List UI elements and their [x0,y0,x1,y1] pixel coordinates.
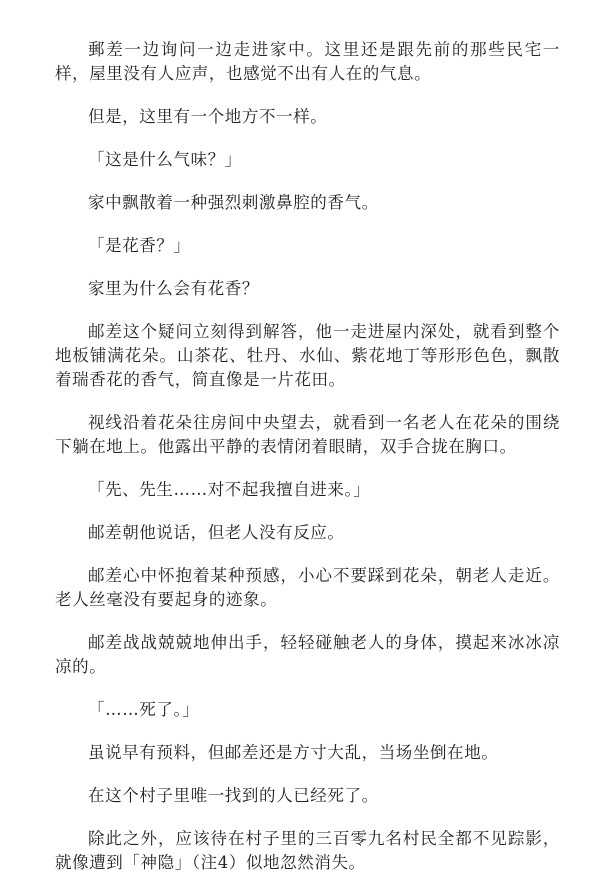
paragraph: 邮差这个疑问立刻得到解答，他一走进屋内深处，就看到整个地板铺满花朵。山茶花、牡丹、水仙、紫花地丁等形形色色，飘散着瑞香花的香气，简直像是一片花田。 [55,322,560,389]
paragraph: 虽说早有预料，但邮差还是方寸大乱，当场坐倒在地。 [88,743,499,762]
paragraph: 邮差心中怀抱着某种预感，小心不要踩到花朵，朝老人走近。老人丝毫没有要起身的迹象。 [55,566,560,609]
paragraph: 「先、先生……对不起我擅自进来。」 [88,480,371,499]
paragraph: 但是，这里有一个地方不一样。 [88,107,328,126]
document-page [55,38,560,894]
paragraph: 视线沿着花朵往房间中央望去，就看到一名老人在花朵的围绕下躺在地上。他露出平静的表情闭着眼睛，双手合拢在胸口。 [55,413,560,456]
paragraph: 郵差一边询问一边走进家中。这里还是跟先前的那些民宅一样，屋里没有人应声，也感觉不出有人在的气息。 [55,40,560,83]
paragraph: 家里为什么会有花香？ [88,279,259,298]
paragraph: 家中飘散着一种强烈刺激鼻腔的香气。 [88,193,379,212]
paragraph: 除此之外，应该待在村子里的三百零九名村民全都不见踪影，就像遭到「神隐」（注4）似地忽然消失。 [55,829,560,872]
paragraph: 在这个村子里唯一找到的人已经死了。 [88,786,379,805]
paragraph: 「是花香？」 [88,236,191,255]
paragraph: 「……死了。」 [88,700,200,719]
paragraph: 邮差朝他说话，但老人没有反应。 [88,523,345,542]
paragraph: 「这是什么气味？」 [88,150,242,169]
paragraph: 邮差战战兢兢地伸出手，轻轻碰触老人的身体，摸起来冰冰凉凉的。 [55,633,560,676]
